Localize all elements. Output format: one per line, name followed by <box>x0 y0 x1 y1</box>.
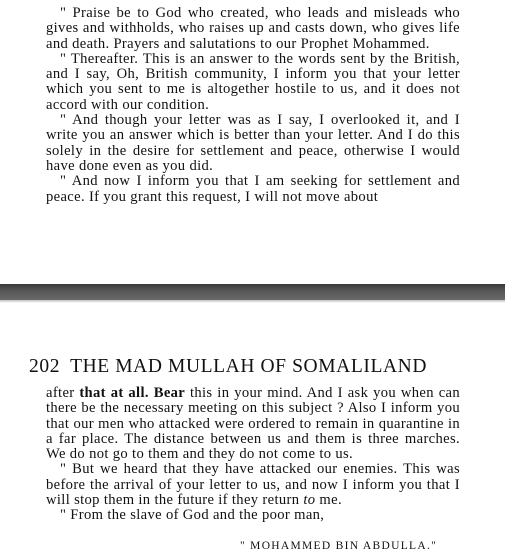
paragraph <box>46 386 460 462</box>
paragraph: " From the slave of God and the poor man, <box>60 507 325 524</box>
paragraph: " And now I inform you that I am seeking for settlement and peace. If you grant this request, I will not move about <box>46 173 460 205</box>
bold-text: Bear <box>153 385 186 401</box>
paragraph <box>46 462 460 508</box>
paragraph: " Praise be to God who created, who leads and misleads who gives and withholds, who raises up and casts down, who gives life and death. Prayers and salutations to our Prophet Mohammed. <box>46 5 460 52</box>
signature-line: " MOHAMMED BIN ABDULLA." <box>240 540 438 552</box>
text-run: " But we heard that they have attacked our enemies. This was before the arrival of your letter to us, and now I inform you that I will stop them in the future if they return <box>46 461 460 509</box>
text-run: me. <box>315 492 342 509</box>
page-divider <box>0 284 505 300</box>
text-run: after <box>46 385 80 401</box>
running-header <box>29 356 469 378</box>
italic-text: to <box>303 492 316 509</box>
text-run: this in your mind. And I ask you when can there be the necessary meeting on this subject ? Also I inform you that our men who attacked were ordered to remain in quarantine in a far place. The distance between us and them is three marches. We do not go to them and they do not come to us. <box>46 385 461 463</box>
upper-page-text <box>46 6 460 205</box>
paragraph: " Thereafter. This is an answer to the words sent by the British, and I say, Oh, British community, I inform you that your letter which you sent to me is altogether hostile to us, and it does not accord with our condition. <box>46 50 460 113</box>
paragraph: " And though your letter was as I say, I overlooked it, and I write you an answer which is better than your letter. And I do this solely in the desire for settlement and peace, otherwise I would have done even as you did. <box>46 112 460 174</box>
lower-page-text <box>46 386 460 524</box>
running-head-title: THE MAD MULLAH OF SOMALILAND <box>70 356 428 377</box>
page-number: 202 <box>29 356 61 377</box>
bold-text: that at all. <box>79 385 149 401</box>
